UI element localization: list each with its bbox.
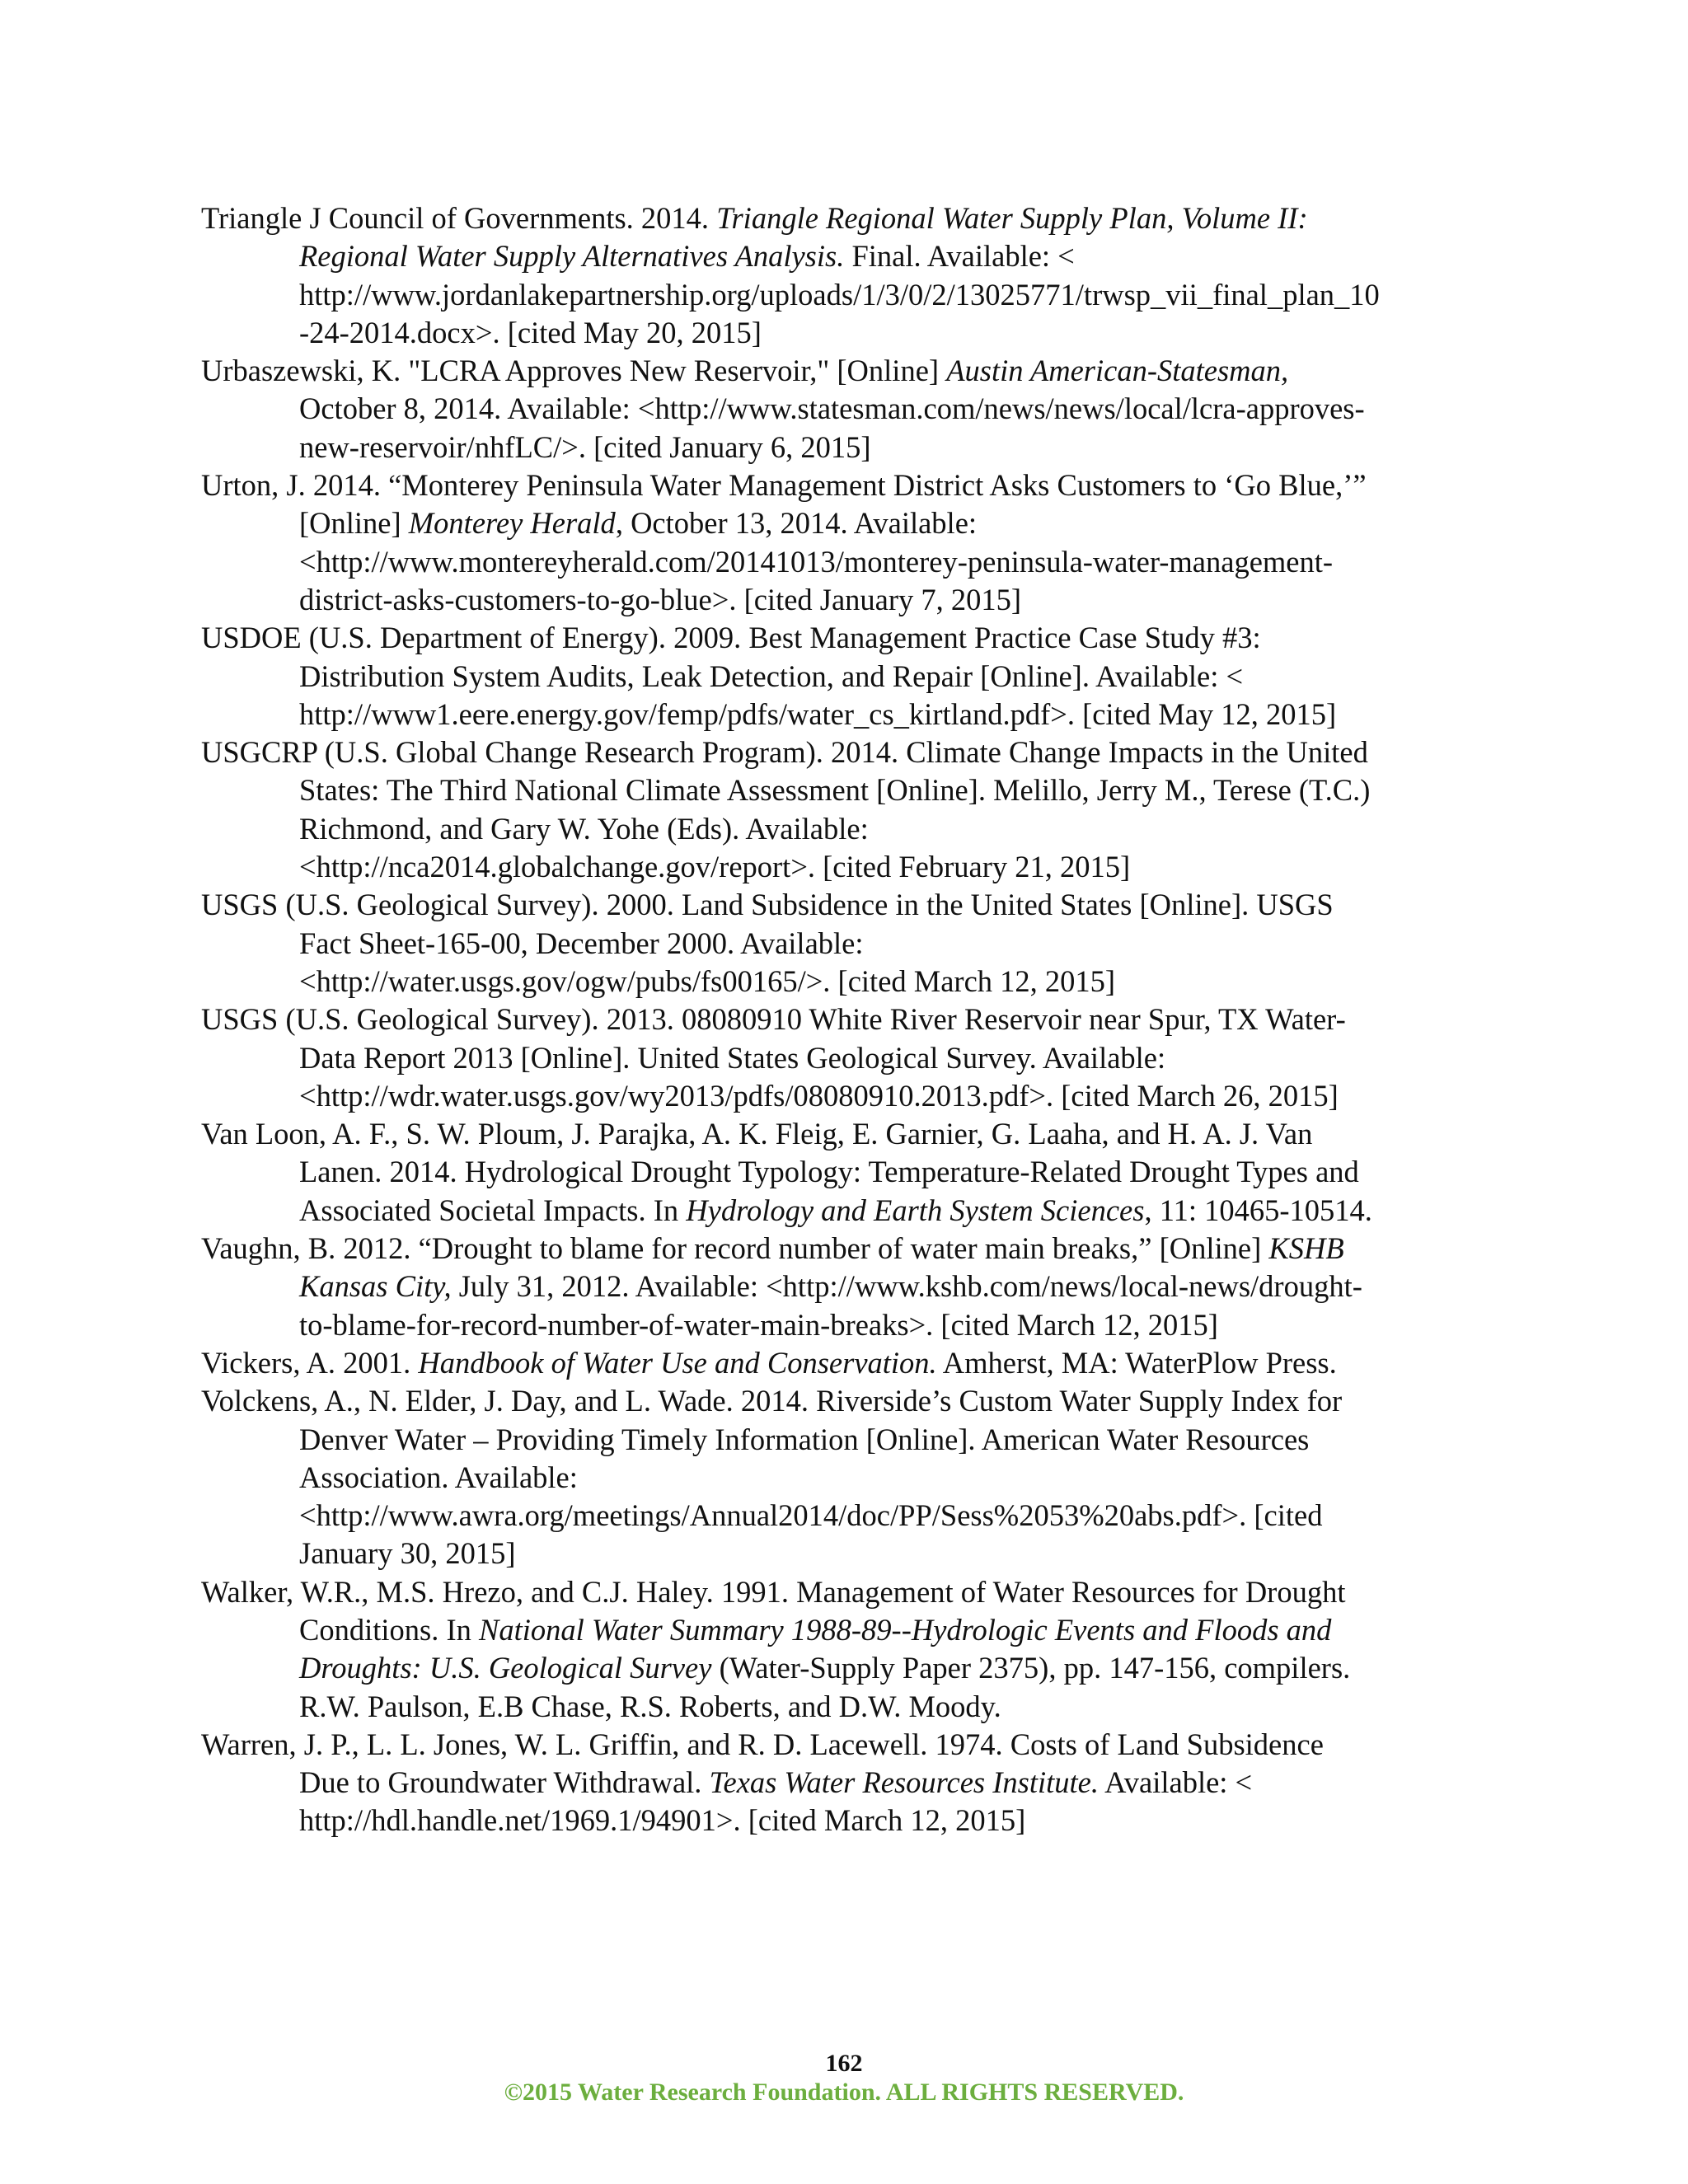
page-number: 162 (825, 2050, 863, 2077)
reference-entry (201, 1344, 1503, 1382)
reference-entry (201, 1382, 1503, 1572)
reference-text: Vickers, A. 2001. (201, 1345, 419, 1380)
reference-entry (201, 1001, 1503, 1115)
reference-text: Vaughn, B. 2012. “Drought to blame for record number of water main breaks,” [Online] (201, 1231, 1269, 1266)
reference-entry (201, 466, 1503, 619)
reference-text: (Water-Supply Paper 2375), pp. 147-156, compilers. R.W. Paulson, E.B Chase, R.S. Roberts, and D.W. Moody. (299, 1651, 1351, 1723)
reference-entry (201, 886, 1503, 1001)
reference-title: Monterey Herald (408, 506, 616, 541)
reference-text: Walker, W.R., M.S. Hrezo, and C.J. Haley. 1991. Management of Water Resources for Drought Conditions. In (201, 1574, 1346, 1647)
reference-entry (201, 1726, 1503, 1840)
reference-entry (201, 733, 1503, 886)
reference-text: Van Loon, A. F., S. W. Ploum, J. Parajka, A. K. Fleig, E. Garnier, G. Laaha, and H. A. J. Van Lanen. 2014. Hydrological Drought Typology: Temperature-Related Drought Types and Associated Societal Impacts. In (201, 1117, 1359, 1227)
reference-text: USGCRP (U.S. Global Change Research Program). 2014. Climate Change Impacts in the United States: The Third National Climate Assessment [Online]. Melillo, Jerry M., Terese (T.C.) Richmond, and Gary W. Yohe (Eds). Available: <http://nca2014.globalchange.gov/report>. [cited February 21, 2015] (201, 735, 1371, 884)
reference-text: USGS (U.S. Geological Survey). 2000. Land Subsidence in the United States [Online]. USGS Fact Sheet-165-00, December 2000. Available: <http://water.usgs.gov/ogw/pubs/fs00165/>. [cited March 12, 2015] (201, 888, 1334, 998)
reference-text: Available: < http://hdl.handle.net/1969.1/94901>. [cited March 12, 2015] (299, 1765, 1253, 1838)
reference-text: Warren, J. P., L. L. Jones, W. L. Griffin, and R. D. Lacewell. 1974. Costs of Land Subsidence Due to Groundwater Withdrawal. (201, 1727, 1324, 1800)
reference-title: National Water Summary 1988-89--Hydrologic Events and Floods and Droughts: U.S. Geological Survey (299, 1612, 1332, 1685)
reference-text: October 8, 2014. Available: <http://www.statesman.com/news/news/local/lcra-approves- new-reservoir/nhfLC/>. [cited January 6, 2015] (299, 391, 1365, 464)
reference-text: July 31, 2012. Available: <http://www.kshb.com/news/local-news/drought- to-blame-for-record-number-of-water-main-breaks>. [cited March 12, 2015] (299, 1269, 1362, 1342)
reference-title: Texas Water Resources Institute. (709, 1765, 1099, 1800)
reference-title: Handbook of Water Use and Conservation. (418, 1345, 937, 1380)
reference-list (201, 199, 1503, 1840)
reference-text: , 11: 10465-10514. (1144, 1193, 1372, 1227)
reference-entry (201, 1115, 1503, 1230)
reference-text: Triangle J Council of Governments. 2014. (201, 201, 717, 235)
copyright-notice: ©2015 Water Research Foundation. ALL RIGHTS RESERVED. (504, 2079, 1184, 2106)
reference-title: Triangle Regional Water Supply Plan, Volume II: Regional Water Supply Alternatives Analysis. (299, 201, 1308, 274)
reference-text: Final. Available: < http://www.jordanlakepartnership.org/uploads/1/3/0/2/13025771/trwsp_vii_final_plan_10 -24-2014.docx>. [cited May 20, 2015] (299, 239, 1380, 349)
reference-entry (201, 352, 1503, 466)
reference-title: Austin American-Statesman, (946, 354, 1289, 388)
reference-text: Urbaszewski, K. "LCRA Approves New Reservoir," [Online] (201, 354, 947, 388)
reference-entry (201, 1230, 1503, 1344)
reference-title: KSHB Kansas City, (299, 1231, 1344, 1304)
reference-text: USGS (U.S. Geological Survey). 2013. 08080910 White River Reservoir near Spur, TX Water- Data Report 2013 [Online]. United States Geological Survey. Available: <http://wdr.water.usgs.gov/wy2013/pdfs/08080910.2013.pdf>. [cited March 26, 2015] (201, 1002, 1346, 1113)
reference-text: Amherst, MA: WaterPlow Press. (936, 1345, 1337, 1380)
reference-text: Volckens, A., N. Elder, J. Day, and L. Wade. 2014. Riverside’s Custom Water Supply Index for Denver Water – Providing Timely Information [Online]. American Water Resources Association. Available: <http://www.awra.org/meetings/Annual2014/doc/PP/Sess%2053%20abs.pdf>. [cited January 30, 2015] (201, 1384, 1343, 1571)
reference-text: , October 13, 2014. Available: <http://www.montereyherald.com/20141013/monterey-peninsula-water-management- district-asks-customers-to-go-blue>. [cited January 7, 2015] (299, 506, 1334, 616)
reference-text: USDOE (U.S. Department of Energy). 2009. Best Management Practice Case Study #3: Distribution System Audits, Leak Detection, and Repair [Online]. Available: < http://www1.eere.energy.gov/femp/pdfs/water_cs_kirtland.pdf>. [cited May 12, 2015] (201, 621, 1337, 731)
reference-entry (201, 1573, 1503, 1726)
reference-entry (201, 199, 1503, 352)
reference-text: Urton, J. 2014. “Monterey Peninsula Water Management District Asks Customers to ‘Go Blue,’” [Online] (201, 468, 1367, 541)
reference-entry (201, 619, 1503, 733)
reference-title: Hydrology and Earth System Sciences (686, 1193, 1145, 1227)
